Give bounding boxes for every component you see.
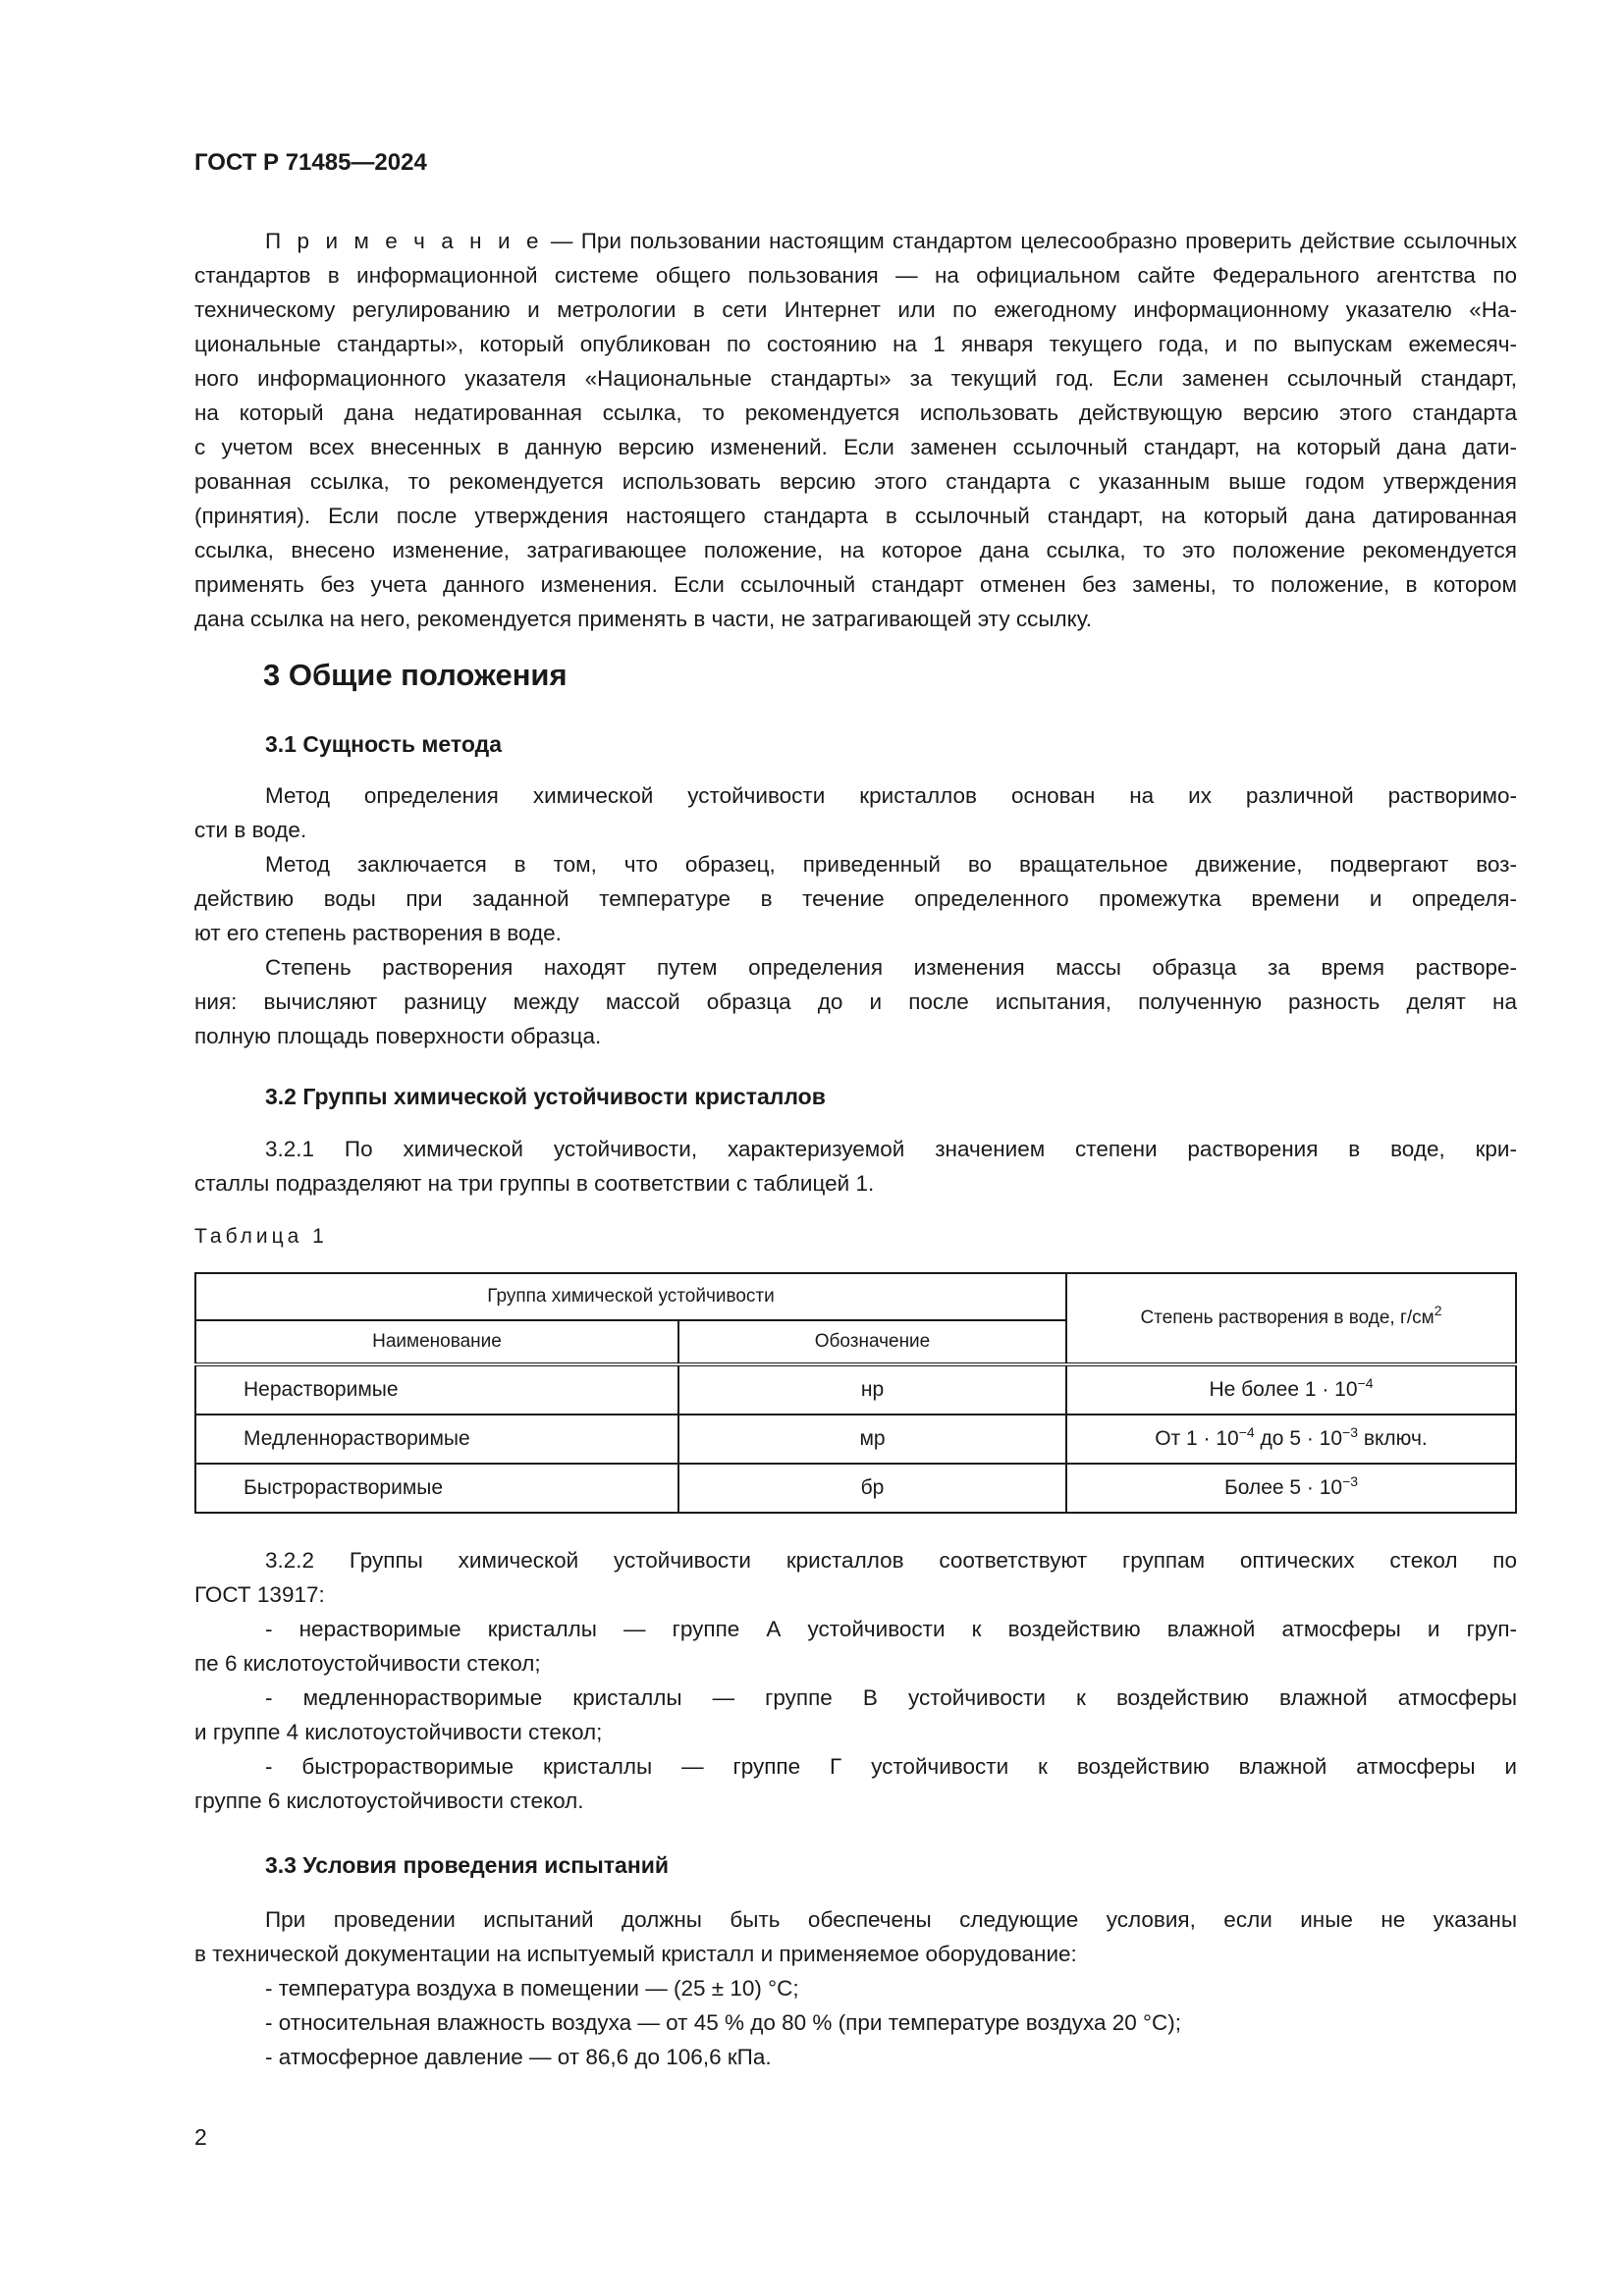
section-3-2-title: 3.2 Группы химической устойчивости кристаллов (265, 1084, 826, 1109)
note-line: (принятия). Если после утверждения настоящего стандарта в ссылочный стандарт, на который дана датированная (194, 504, 1517, 528)
table-row: Быстрорастворимые бр Более $5 \cdot 10^{-3}$ (195, 1464, 1516, 1513)
note-line: ссылка, внесено изменение, затрагивающее положение, на которое дана ссылка, то это положение рекомендуется (194, 538, 1517, 562)
section-3-3-text: При проведении испытаний должны быть обеспечены следующие условия, если иные не указаны в технической документации на испытуемый кристалл и применяемое оборудование: - температура воздуха в помещении — (25 ± 10) °С; - относительная влажность воздуха — от 45 % до 80 % (при температуре воздуха 20 °С); - атмосферное давление — от 86,6 до 106,6 кПа. (194, 1907, 1517, 2069)
degree-header: Степень растворения в воде, $г/см^2$ (1066, 1273, 1516, 1364)
code-header: Обозначение (678, 1320, 1066, 1364)
note-line: циональные стандарты», который опубликован по состоянию на 1 января текущего года, и по выпускам ежемесяч- (194, 332, 1517, 356)
section-3-3-title: 3.3 Условия проведения испытаний (265, 1852, 670, 1878)
note-line: на который дана недатированная ссылка, то рекомендуется использовать действующую версию этого стандарта (194, 400, 1517, 425)
section-3-1-text: Метод определения химической устойчивости кристаллов основан на их различной растворимо- сти в воде. Метод заключается в том, что образец, приведенный во вращательное движение, подвергают воз- действию воды при заданной температуре в течение определенного промежутка времени и определя- ют его степень растворения в воде. Степень растворения находят путем определения изменения массы образца за время растворе- ния: вычисляют разницу между массой образца до и после испытания, полученную разность делят на полную площадь поверхности образца. (194, 783, 1517, 1048)
note-line: применять без учета данного изменения. Если ссылочный стандарт отменен без замены, то положение, в котором (194, 572, 1517, 597)
section-3-2-2-text: 3.2.2 Группы химической устойчивости кристаллов соответствуют группам оптических стекол по ГОСТ 13917: - нерастворимые кристаллы — группе А устойчивости к воздействию влажной атмосферы и груп- пе 6 кислотоустойчивости стекол; - медленнорастворимые кристаллы — группе В устойчивости к воздействию влажной атмосферы и группе 4 кислотоустойчивости стекол; - быстрорастворимые кристаллы — группе Г устойчивости к воздействию влажной атмосферы и группе 6 кислотоустойчивости стекол. (194, 1548, 1517, 1813)
document-header: ГОСТ Р 71485—2024 (194, 149, 427, 176)
note-label: П р и м е ч а н и е (265, 229, 543, 253)
table-row: Медленнорастворимые мр От $1 \cdot 10^{-4}$ до $5 \cdot 10^{-3}$ включ. (195, 1415, 1516, 1464)
group-header: Группа химической устойчивости (195, 1273, 1066, 1320)
note-line: с учетом всех внесенных в данную версию изменений. Если заменен ссылочный стандарт, на который дана дати- (194, 435, 1517, 459)
table-caption: Таблица 1 (194, 1225, 328, 1248)
note-line: техническому регулированию и метрологии в сети Интернет или по ежегодному информационному указателю «На- (194, 297, 1517, 322)
note-line: рованная ссылка, то рекомендуется использовать версию этого стандарта с указанным выше годом утверждения (194, 469, 1517, 494)
section-3-1-title: 3.1 Сущность метода (265, 731, 502, 757)
section-3-2-1-text: 3.2.1 По химической устойчивости, характеризуемой значением степени растворения в воде, кри- сталлы подразделяют на три группы в соответствии с таблицей 1. (194, 1137, 1517, 1196)
table-row: Нерастворимые нр Не более $1 \cdot 10^{-4}$ (195, 1364, 1516, 1415)
section-3-title: 3 Общие положения (263, 658, 568, 692)
table-1 (194, 1272, 1517, 1514)
name-header: Наименование (195, 1320, 678, 1364)
note-line: стандартов в информационной системе общего пользования — на официальном сайте Федерального агентства по (194, 263, 1517, 288)
note-line: дана ссылка на него, рекомендуется применять в части, не затрагивающей эту ссылку. (194, 607, 1092, 631)
note-block: П р и м е ч а н и е — При пользовании настоящим стандартом целесообразно проверить действие ссылочных стандартов в информационной системе общего пользования — на официальном сайте Федерального агентства по техническому регулированию и метрологии в сети Интернет или по ежегодному информационному указателю «На- циональные стандарты», который опубликован по состоянию на 1 января текущего года, и по выпускам ежемесяч- ного информационного указателя «Национальные стандарты» за текущий год. Если заменен ссылочный стандарт, на который дана недатированная ссылка, то рекомендуется использовать действующую версию этого стандарта с учетом всех внесенных в данную версию изменений. Если заменен ссылочный стандарт, на который дана дати- рованная ссылка, то рекомендуется использовать версию этого стандарта с указанным выше годом утверждения (принятия). Если после утверждения настоящего стандарта в ссылочный стандарт, на который дана датированная ссылка, внесено изменение, затрагивающее положение, на которое дана ссылка, то это положение рекомендуется применять без учета данного изменения. Если ссылочный стандарт отменен без замены, то положение, в котором дана ссылка на него, рекомендуется применять в части, не затрагивающей эту ссылку. (194, 224, 1517, 636)
page-number: 2 (194, 2124, 207, 2150)
note-line: ного информационного указателя «Национальные стандарты» за текущий год. Если заменен ссылочный стандарт, (194, 366, 1517, 391)
